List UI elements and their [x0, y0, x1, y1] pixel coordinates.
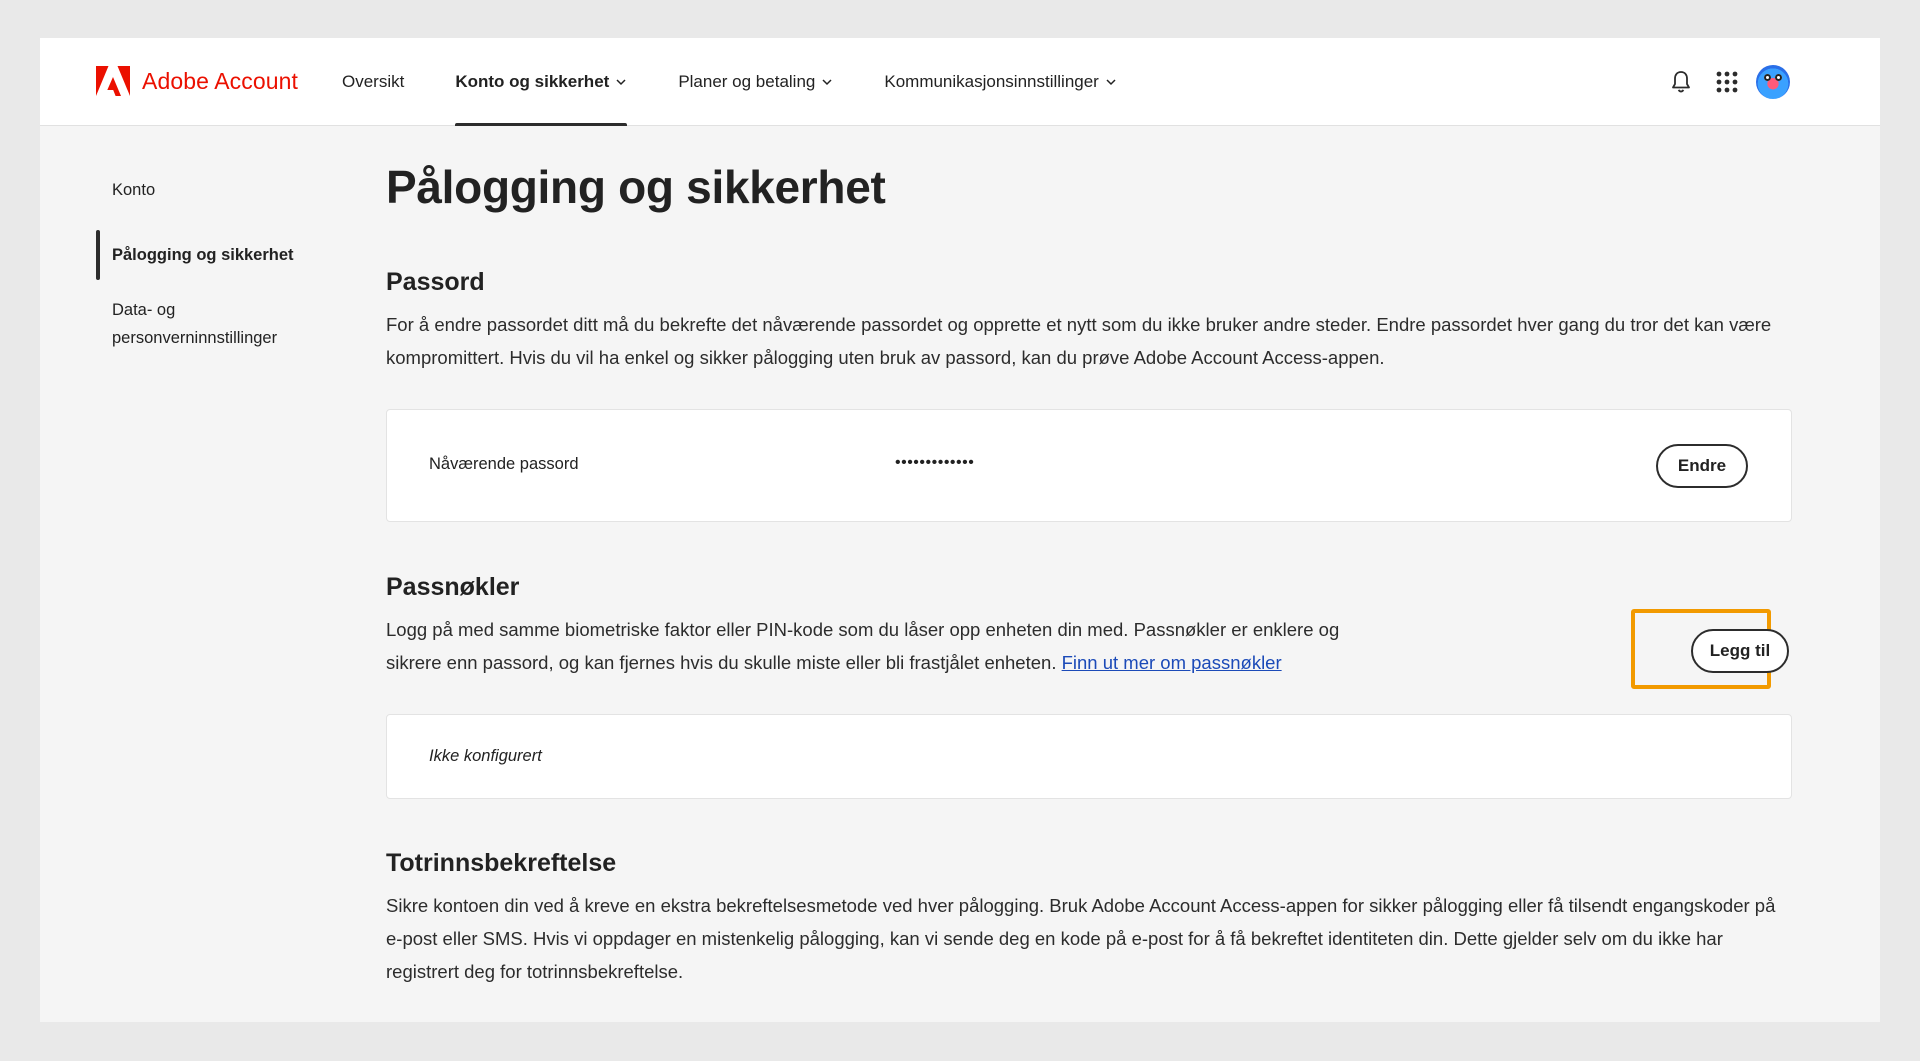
page-title: Pålogging og sikkerhet — [386, 161, 886, 213]
chevron-down-icon — [1105, 76, 1117, 88]
app-window — [40, 38, 1880, 1022]
sidebar-item-palogging-og-sikkerhet[interactable] — [96, 230, 336, 280]
nav-label: Planer og betaling — [678, 72, 816, 91]
notifications-button[interactable] — [1664, 65, 1698, 99]
chevron-down-icon — [615, 76, 627, 88]
sidebar-item-konto[interactable] — [96, 176, 336, 204]
nav-item-planer-og-betaling[interactable] — [678, 38, 833, 126]
nav-label: Oversikt — [342, 72, 405, 91]
sidebar-item-label: Data- og personverninnstillinger — [112, 301, 278, 347]
app-grid-icon — [1716, 71, 1738, 93]
passkeys-status: Ikke konfigurert — [429, 747, 542, 765]
learn-more-passkeys-link[interactable]: Finn ut mer om passnøkler — [1061, 652, 1282, 673]
password-heading: Passord — [386, 268, 485, 296]
two-step-description: Sikre kontoen din ved å kreve en ekstra bekreftelsesmetode ved hver pålogging. Bruk Adobe Account Access-appen for sikker pålogging eller få tilsendt engangskoder på e-post eller SMS. Hvis vi oppdager en mistenkelig pålogging, kan vi sende deg en kode på e-post for å få bekreftet identiteten din. Dette gjelder selv om du ikke har registrert deg for totrinnsbekreftelse. — [386, 895, 1776, 982]
main-nav — [342, 38, 1168, 126]
adobe-account-logo-link[interactable] — [96, 66, 298, 96]
passkeys-description-text: Logg på med samme biometriske faktor eller PIN-kode som du låser opp enheten din med. Passnøkler er enklere og sikrere enn passord, og kan fjernes hvis du skulle miste eller bli frastjålet enheten. — [386, 619, 1340, 673]
app-switcher-button[interactable] — [1710, 65, 1744, 99]
sidebar-item-label: Pålogging og sikkerhet — [112, 246, 294, 264]
passkeys-heading: Passnøkler — [386, 573, 520, 601]
brand-name: Adobe Account — [142, 67, 299, 94]
password-card — [386, 409, 1792, 522]
header-actions — [1652, 65, 1790, 99]
nav-item-konto-og-sikkerhet[interactable] — [455, 38, 627, 126]
top-navigation-bar — [40, 38, 1880, 126]
bell-icon — [1670, 70, 1692, 94]
current-password-value: ••••••••••••• — [895, 454, 975, 471]
two-step-heading: Totrinnsbekreftelse — [386, 849, 617, 877]
nav-item-kommunikasjonsinnstillinger[interactable] — [884, 38, 1116, 126]
nav-label: Kommunikasjonsinnstillinger — [884, 72, 1099, 91]
nav-label: Konto og sikkerhet — [455, 72, 610, 91]
chevron-down-icon — [821, 76, 833, 88]
current-password-label: Nåværende passord — [429, 455, 579, 473]
sidebar-item-data-og-personvern[interactable] — [96, 296, 306, 352]
sidebar-item-label: Konto — [112, 181, 156, 199]
avatar[interactable] — [1756, 65, 1790, 99]
password-description: For å endre passordet ditt må du bekrefte det nåværende passordet og opprette et nytt som du ikke bruker andre steder. Endre passordet hver gang du tror det kan være kompromittert. Hvis du vil ha enkel og sikker pålogging uten bruk av passord, kan du prøve Adobe Account Access-appen. — [386, 314, 1772, 368]
passkeys-description — [386, 613, 1386, 679]
nav-item-oversikt[interactable] — [342, 38, 404, 126]
adobe-logo-icon — [96, 66, 130, 96]
sidebar — [96, 176, 336, 352]
change-password-button[interactable]: Endre — [1656, 444, 1748, 488]
passkeys-card — [386, 714, 1792, 799]
add-passkey-button[interactable]: Legg til — [1691, 629, 1789, 673]
